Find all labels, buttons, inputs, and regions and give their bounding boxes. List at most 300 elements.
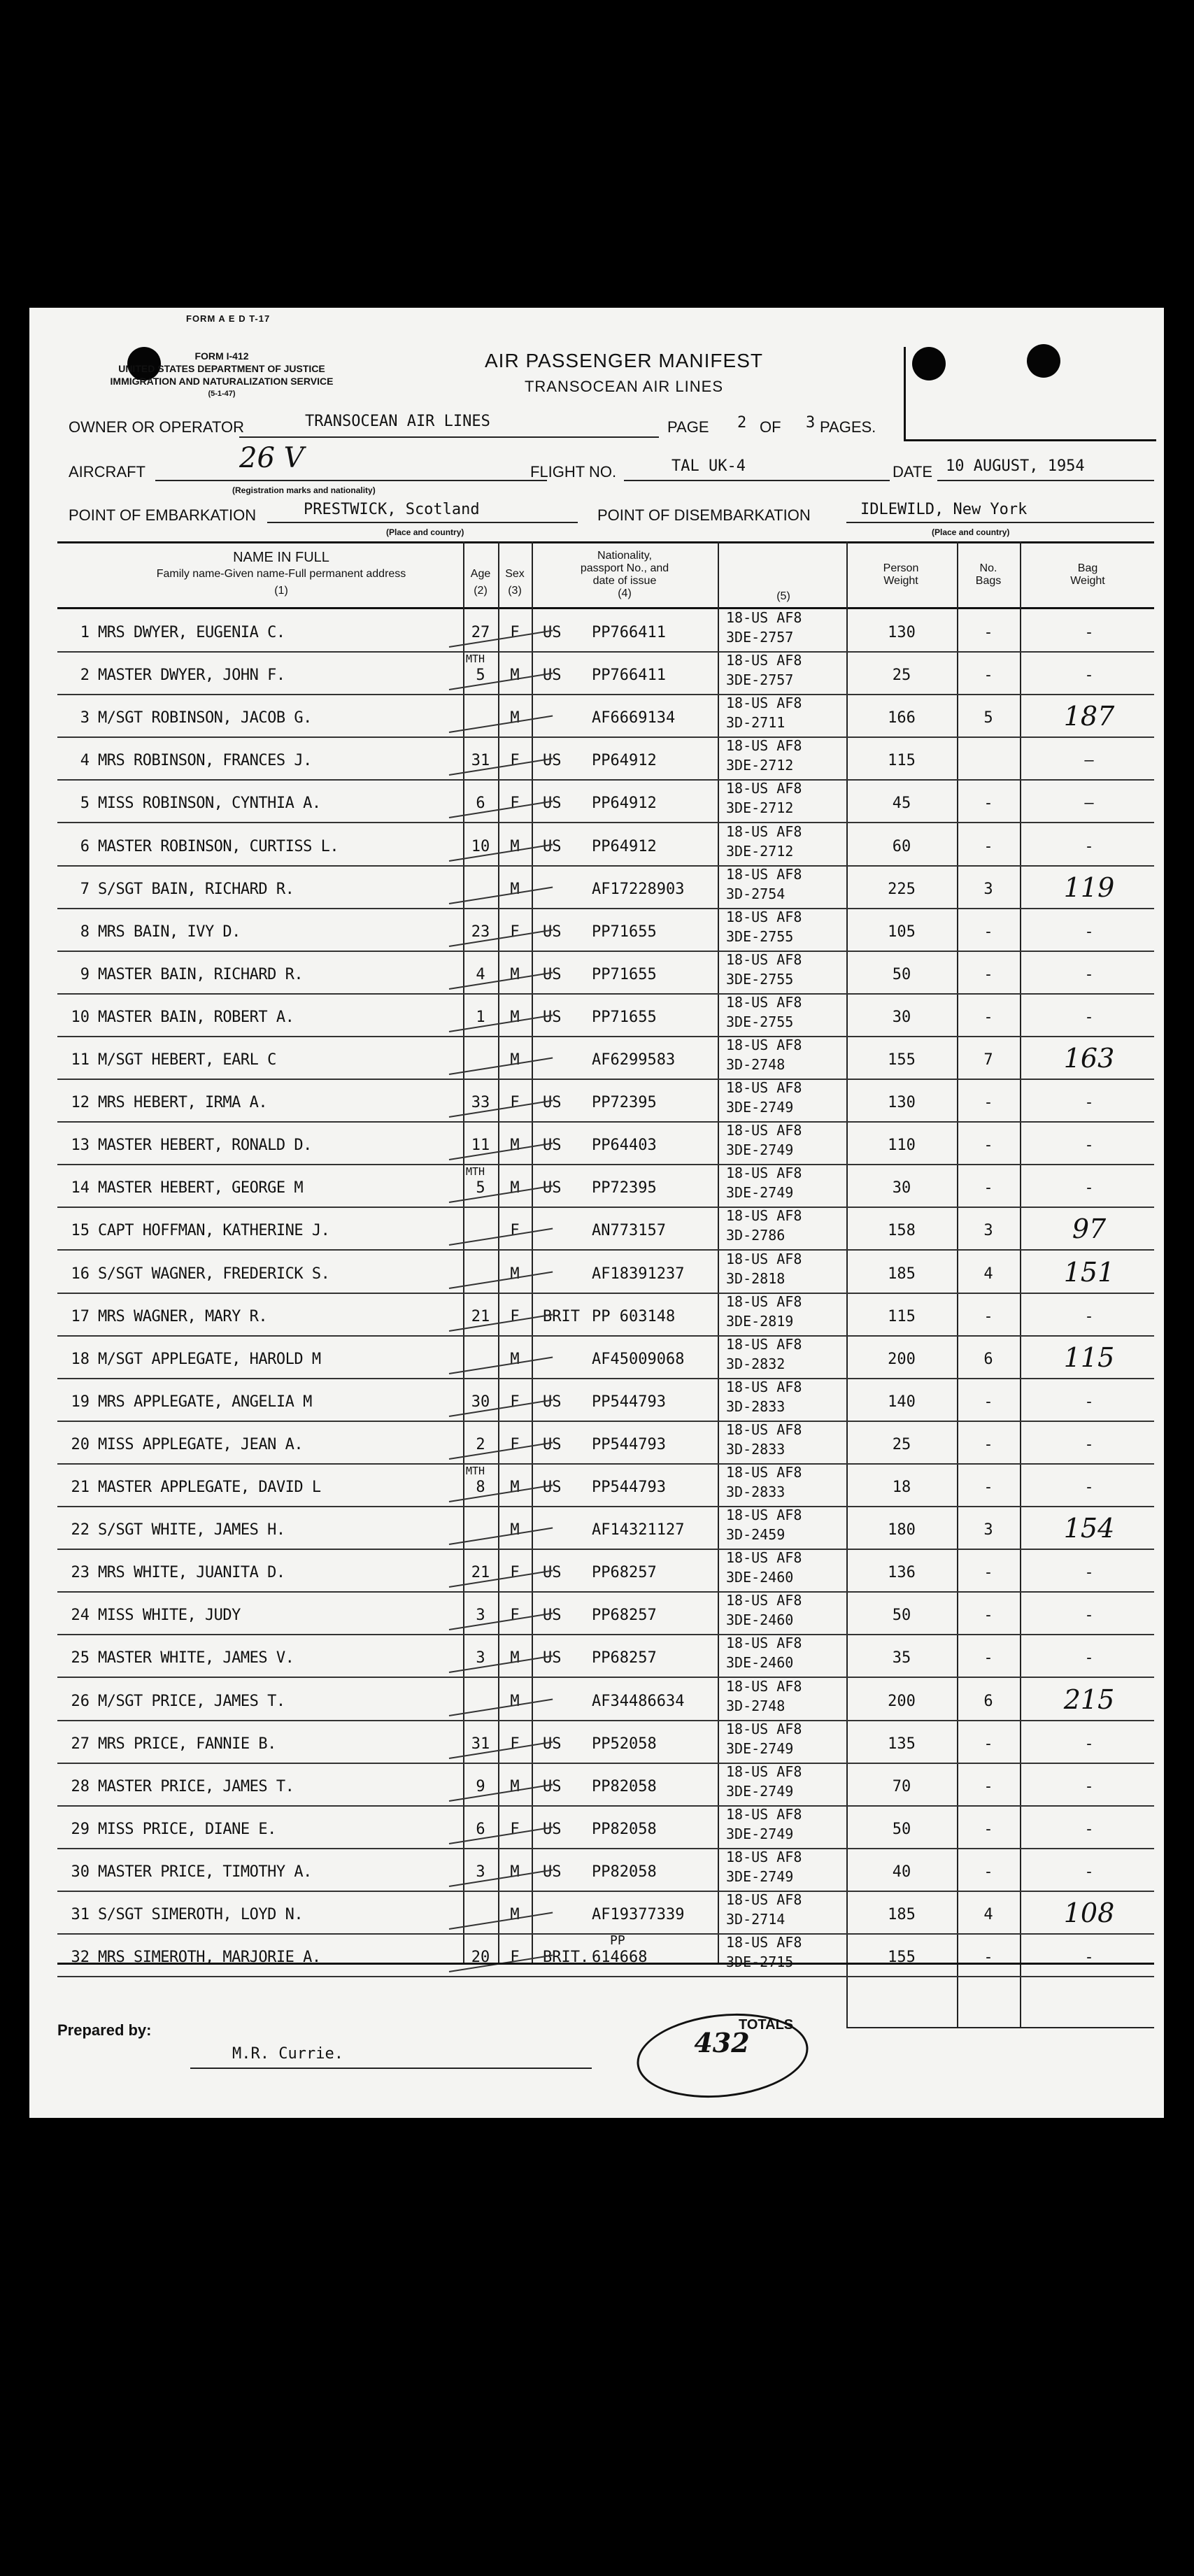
person-weight: 115 bbox=[888, 752, 916, 770]
table-row bbox=[57, 1335, 1154, 1379]
passenger-name: MRS BAIN, IVY D. bbox=[98, 923, 241, 941]
person-weight: 25 bbox=[892, 1435, 911, 1453]
passenger-name: MRS DWYER, EUGENIA C. bbox=[98, 624, 285, 641]
of-label: OF bbox=[760, 418, 781, 436]
passenger-sex: M bbox=[510, 1521, 520, 1539]
passenger-sex: F bbox=[510, 923, 520, 941]
passport-number: PP72395 bbox=[592, 1179, 657, 1197]
passport-number: AF6669134 bbox=[592, 709, 676, 727]
record-code-bottom: 3D-2833 bbox=[726, 1440, 786, 1458]
bag-count: 7 bbox=[983, 1051, 993, 1069]
bag-weight: - bbox=[1084, 1179, 1094, 1197]
bag-weight: — bbox=[1084, 795, 1094, 813]
passenger-sex: F bbox=[510, 795, 520, 813]
passenger-name: MRS HEBERT, IRMA A. bbox=[98, 1094, 268, 1112]
passenger-sex: M bbox=[510, 1906, 520, 1923]
passport-number: PP64912 bbox=[592, 837, 657, 855]
passenger-name: MISS PRICE, DIANE E. bbox=[98, 1820, 276, 1838]
passport-number: PP544793 bbox=[592, 1435, 666, 1453]
row-number: 11 bbox=[71, 1051, 90, 1069]
row-number: 25 bbox=[71, 1649, 90, 1667]
record-code-bottom: 3DE-2749 bbox=[726, 1782, 794, 1800]
record-code-bottom: 3DE-2755 bbox=[726, 927, 794, 945]
flight-underline bbox=[624, 480, 890, 481]
passenger-sex: F bbox=[510, 1735, 520, 1753]
bag-weight: - bbox=[1084, 1479, 1094, 1496]
bag-weight: 119 bbox=[1063, 871, 1115, 903]
col-sex: Sex bbox=[505, 568, 525, 580]
passenger-name: MRS ROBINSON, FRANCES J. bbox=[98, 752, 312, 770]
bag-weight: 108 bbox=[1063, 1898, 1115, 1928]
table-row bbox=[57, 993, 1154, 1037]
person-weight: 185 bbox=[888, 1265, 916, 1283]
person-weight: 60 bbox=[892, 837, 911, 855]
col-person-weight: Weight bbox=[883, 575, 918, 587]
passenger-nationality: US bbox=[543, 1863, 562, 1881]
person-weight: 130 bbox=[888, 1094, 916, 1112]
passenger-name: M/SGT APPLEGATE, HAROLD M bbox=[98, 1350, 321, 1368]
passenger-name: MASTER DWYER, JOHN F. bbox=[98, 667, 285, 685]
passenger-age: 3 bbox=[476, 1649, 485, 1667]
person-weight: 225 bbox=[888, 880, 916, 898]
bag-count: 4 bbox=[983, 1265, 993, 1283]
col-passport: passport No., and bbox=[580, 562, 669, 574]
row-number: 2 bbox=[80, 667, 90, 685]
row-number: 32 bbox=[71, 1949, 90, 1967]
passport-number: PP544793 bbox=[592, 1479, 666, 1496]
row-number: 16 bbox=[71, 1265, 90, 1283]
age-unit-note: MTH bbox=[466, 1465, 485, 1477]
passenger-sex: M bbox=[510, 667, 520, 685]
bag-weight: - bbox=[1084, 1564, 1094, 1582]
record-code-bottom: 3DE-2749 bbox=[726, 1184, 794, 1202]
bag-weight: 115 bbox=[1063, 1342, 1115, 1373]
record-code-bottom: 3D-2833 bbox=[726, 1483, 786, 1500]
passport-number: PP766411 bbox=[592, 667, 666, 685]
table-row bbox=[57, 1378, 1154, 1422]
table-row bbox=[57, 865, 1154, 909]
row-number: 20 bbox=[71, 1435, 90, 1453]
disembarkation-underline bbox=[846, 522, 1154, 523]
passport-number: PP52058 bbox=[592, 1735, 657, 1753]
record-code-top: 18-US AF8 bbox=[726, 1464, 802, 1481]
table-row bbox=[57, 908, 1154, 952]
passenger-sex: M bbox=[510, 880, 520, 898]
passenger-sex: M bbox=[510, 1479, 520, 1496]
passenger-nationality: US bbox=[543, 923, 562, 941]
bag-count: 5 bbox=[983, 709, 993, 727]
flight-label: FLIGHT NO. bbox=[530, 463, 617, 481]
row-number: 17 bbox=[71, 1307, 90, 1325]
bag-weight: - bbox=[1084, 1393, 1094, 1411]
disembarkation-value: IDLEWILD, New York bbox=[860, 501, 1028, 518]
col-date-issue: date of issue bbox=[592, 575, 657, 587]
person-weight: 158 bbox=[888, 1222, 916, 1240]
table-row bbox=[57, 1720, 1154, 1764]
passenger-nationality: US bbox=[543, 1607, 562, 1625]
bag-weight: 215 bbox=[1063, 1684, 1115, 1715]
col-age: Age bbox=[470, 568, 491, 580]
passenger-name: MRS PRICE, FANNIE B. bbox=[98, 1735, 276, 1753]
bag-weight: 154 bbox=[1063, 1513, 1115, 1544]
bag-count: - bbox=[983, 1094, 993, 1112]
passenger-name: MISS WHITE, JUDY bbox=[98, 1607, 241, 1625]
passenger-age: 9 bbox=[476, 1777, 485, 1795]
agency-line: FORM I-412 bbox=[194, 350, 249, 362]
table-row bbox=[57, 1805, 1154, 1849]
passport-number: PP64912 bbox=[592, 795, 657, 813]
table-row bbox=[57, 1250, 1154, 1294]
bag-count: - bbox=[983, 965, 993, 983]
aircraft-value: 26 V bbox=[239, 442, 304, 474]
passenger-age: 3 bbox=[476, 1863, 485, 1881]
passenger-name: MASTER BAIN, ROBERT A. bbox=[98, 1008, 294, 1026]
passport-number: AF34486634 bbox=[592, 1692, 685, 1710]
person-weight: 140 bbox=[888, 1393, 916, 1411]
table-row bbox=[57, 1634, 1154, 1678]
bag-count: - bbox=[983, 1863, 993, 1881]
form-subtitle: TRANSOCEAN AIR LINES bbox=[524, 378, 724, 395]
record-code-bottom: 3D-2748 bbox=[726, 1697, 786, 1714]
bag-weight: - bbox=[1084, 1649, 1094, 1667]
stamp-box bbox=[904, 347, 1156, 441]
person-weight: 166 bbox=[888, 709, 916, 727]
table-row bbox=[57, 609, 1154, 653]
bag-count: - bbox=[983, 1393, 993, 1411]
table-row bbox=[57, 779, 1154, 823]
form-title: AIR PASSENGER MANIFEST bbox=[485, 350, 763, 371]
passport-number: PP72395 bbox=[592, 1094, 657, 1112]
row-number: 29 bbox=[71, 1820, 90, 1838]
bag-count: - bbox=[983, 923, 993, 941]
table-row bbox=[57, 694, 1154, 738]
passenger-name: MRS WHITE, JUANITA D. bbox=[98, 1564, 285, 1582]
passenger-sex: F bbox=[510, 624, 520, 641]
bag-weight: - bbox=[1084, 1008, 1094, 1026]
passenger-name: MRS WAGNER, MARY R. bbox=[98, 1307, 268, 1325]
table-row bbox=[57, 1763, 1154, 1807]
col-bag-weight: Weight bbox=[1070, 575, 1105, 587]
passenger-nationality: US bbox=[543, 1393, 562, 1411]
bag-count: - bbox=[983, 1008, 993, 1026]
row-number: 30 bbox=[71, 1863, 90, 1881]
table-row bbox=[57, 1549, 1154, 1593]
table-row bbox=[57, 1164, 1154, 1208]
record-code-top: 18-US AF8 bbox=[726, 1037, 802, 1053]
bag-weight: 163 bbox=[1063, 1043, 1115, 1074]
bag-count: - bbox=[983, 1607, 993, 1625]
person-weight: 35 bbox=[892, 1649, 911, 1667]
passenger-nationality: US bbox=[543, 752, 562, 770]
record-code-top: 18-US AF8 bbox=[726, 823, 802, 840]
bag-weight: — bbox=[1084, 752, 1094, 770]
passenger-sex: F bbox=[510, 1820, 520, 1838]
aircraft-underline bbox=[155, 480, 547, 481]
person-weight: 45 bbox=[892, 795, 911, 813]
person-weight: 30 bbox=[892, 1008, 911, 1026]
record-code-bottom: 3DE-2755 bbox=[726, 1013, 794, 1030]
passenger-sex: F bbox=[510, 1307, 520, 1325]
passenger-name: MASTER PRICE, JAMES T. bbox=[98, 1777, 294, 1795]
bag-weight: - bbox=[1084, 1435, 1094, 1453]
bag-weight: - bbox=[1084, 667, 1094, 685]
passenger-sex: M bbox=[510, 1649, 520, 1667]
passenger-name: S/SGT WAGNER, FREDERICK S. bbox=[98, 1265, 330, 1283]
person-weight: 18 bbox=[892, 1479, 911, 1496]
passenger-name: CAPT HOFFMAN, KATHERINE J. bbox=[98, 1222, 330, 1240]
passenger-age: 27 bbox=[471, 624, 490, 641]
passenger-nationality: US bbox=[543, 1820, 562, 1838]
passenger-name: S/SGT SIMEROTH, LOYD N. bbox=[98, 1906, 304, 1923]
bag-count: 3 bbox=[983, 880, 993, 898]
passenger-sex: F bbox=[510, 1564, 520, 1582]
passenger-age: 33 bbox=[471, 1094, 490, 1112]
passenger-age: 6 bbox=[476, 795, 485, 813]
col-bags: Bags bbox=[975, 575, 1002, 587]
passport-number: PP82058 bbox=[592, 1863, 657, 1881]
passenger-name: MISS APPLEGATE, JEAN A. bbox=[98, 1435, 304, 1453]
bag-weight: - bbox=[1084, 1094, 1094, 1112]
row-number: 1 bbox=[80, 624, 90, 641]
table-row bbox=[57, 1421, 1154, 1465]
record-code-top: 18-US AF8 bbox=[726, 1293, 802, 1310]
record-code-top: 18-US AF8 bbox=[726, 1763, 802, 1780]
row-number: 28 bbox=[71, 1777, 90, 1795]
passenger-age: 1 bbox=[476, 1008, 485, 1026]
passenger-sex: F bbox=[510, 1222, 520, 1240]
col-name-num: (1) bbox=[274, 585, 288, 597]
page-label: PAGE bbox=[667, 418, 709, 436]
col-nat-num: (4) bbox=[618, 588, 632, 599]
person-weight: 40 bbox=[892, 1863, 911, 1881]
record-code-bottom: 3DE-2755 bbox=[726, 970, 794, 988]
record-code-bottom: 3D-2832 bbox=[726, 1355, 786, 1372]
passenger-age: 21 bbox=[471, 1307, 490, 1325]
passenger-sex: M bbox=[510, 1008, 520, 1026]
passenger-name: MRS SIMEROTH, MARJORIE A. bbox=[98, 1949, 321, 1967]
table-row bbox=[57, 651, 1154, 695]
record-code-bottom: 3DE-2749 bbox=[726, 1825, 794, 1842]
embarkation-caption: (Place and country) bbox=[386, 527, 464, 537]
person-weight: 185 bbox=[888, 1906, 916, 1923]
passenger-age: 21 bbox=[471, 1564, 490, 1582]
record-code-top: 18-US AF8 bbox=[726, 1207, 802, 1225]
row-number: 10 bbox=[71, 1008, 90, 1026]
passenger-sex: M bbox=[510, 1265, 520, 1283]
record-code-top: 18-US AF8 bbox=[726, 1805, 802, 1823]
agency-block bbox=[64, 350, 379, 400]
passenger-age: 30 bbox=[471, 1393, 490, 1411]
table-top-rule bbox=[57, 541, 1154, 543]
person-weight: 30 bbox=[892, 1179, 911, 1197]
owner-underline bbox=[239, 436, 659, 438]
person-weight: 110 bbox=[888, 1137, 916, 1155]
bag-count: - bbox=[983, 1307, 993, 1325]
passenger-nationality: US bbox=[543, 1435, 562, 1453]
record-code-bottom: 3D-2459 bbox=[726, 1526, 786, 1544]
record-code-top: 18-US AF8 bbox=[726, 1165, 802, 1182]
passenger-sex: M bbox=[510, 709, 520, 727]
passenger-nationality: US bbox=[543, 1564, 562, 1582]
row-number: 7 bbox=[80, 880, 90, 898]
row-number: 12 bbox=[71, 1094, 90, 1112]
row-number: 24 bbox=[71, 1607, 90, 1625]
passenger-name: MRS APPLEGATE, ANGELIA M bbox=[98, 1393, 312, 1411]
col-sex-num: (3) bbox=[508, 585, 522, 597]
row-number: 21 bbox=[71, 1479, 90, 1496]
record-code-bottom: 3D-2833 bbox=[726, 1397, 786, 1415]
passenger-age: 23 bbox=[471, 923, 490, 941]
record-code-bottom: 3DE-2712 bbox=[726, 757, 794, 774]
passenger-name: MASTER APPLEGATE, DAVID L bbox=[98, 1479, 321, 1496]
row-number: 18 bbox=[71, 1350, 90, 1368]
bag-weight: - bbox=[1084, 1820, 1094, 1838]
table-row bbox=[57, 951, 1154, 995]
row-number: 23 bbox=[71, 1564, 90, 1582]
table-row bbox=[57, 1891, 1154, 1935]
record-code-top: 18-US AF8 bbox=[726, 695, 802, 712]
passenger-age: 20 bbox=[471, 1949, 490, 1967]
col-no: No. bbox=[979, 562, 997, 574]
bag-weight: - bbox=[1084, 1607, 1094, 1625]
col-bag: Bag bbox=[1077, 562, 1098, 574]
page-value: 2 bbox=[737, 414, 747, 432]
passenger-name: MASTER ROBINSON, CURTISS L. bbox=[98, 837, 339, 855]
bag-count: - bbox=[983, 795, 993, 813]
row-number: 26 bbox=[71, 1692, 90, 1710]
record-code-top: 18-US AF8 bbox=[726, 908, 802, 925]
bag-count: - bbox=[983, 1137, 993, 1155]
passenger-name: MASTER WHITE, JAMES V. bbox=[98, 1649, 294, 1667]
passenger-name: MASTER HEBERT, RONALD D. bbox=[98, 1137, 312, 1155]
embarkation-label: POINT OF EMBARKATION bbox=[69, 506, 257, 524]
passenger-nationality: US bbox=[543, 1479, 562, 1496]
passport-number: PP82058 bbox=[592, 1777, 657, 1795]
person-weight: 105 bbox=[888, 923, 916, 941]
passport-number: AF18391237 bbox=[592, 1265, 685, 1283]
table-row bbox=[57, 823, 1154, 867]
record-code-bottom: 3DE-2460 bbox=[726, 1611, 794, 1629]
passenger-sex: M bbox=[510, 1051, 520, 1069]
passport-number: AF14321127 bbox=[592, 1521, 685, 1539]
record-code-bottom: 3DE-2819 bbox=[726, 1312, 794, 1330]
passenger-nationality: US bbox=[543, 1137, 562, 1155]
table-row bbox=[57, 736, 1154, 781]
passenger-name: M/SGT PRICE, JAMES T. bbox=[98, 1692, 285, 1710]
passenger-nationality: US bbox=[543, 1008, 562, 1026]
passenger-sex: M bbox=[510, 965, 520, 983]
totals-underline bbox=[846, 2027, 1154, 2028]
passport-number: PP71655 bbox=[592, 1008, 657, 1026]
owner-label: OWNER OR OPERATOR bbox=[69, 418, 244, 436]
table-row bbox=[57, 1463, 1154, 1507]
person-weight: 70 bbox=[892, 1777, 911, 1795]
person-weight: 130 bbox=[888, 624, 916, 641]
row-number: 27 bbox=[71, 1735, 90, 1753]
passenger-nationality: US bbox=[543, 1179, 562, 1197]
record-code-top: 18-US AF8 bbox=[726, 1592, 802, 1609]
table-row bbox=[57, 1293, 1154, 1337]
bag-weight: - bbox=[1084, 837, 1094, 855]
record-code-bottom: 3DE-2757 bbox=[726, 671, 794, 689]
passport-number: PP544793 bbox=[592, 1393, 666, 1411]
passenger-nationality: US bbox=[543, 965, 562, 983]
date-underline bbox=[937, 480, 1154, 481]
passport-number: 614668 bbox=[592, 1949, 648, 1967]
passenger-age: 10 bbox=[471, 837, 490, 855]
passenger-age: 4 bbox=[476, 965, 485, 983]
passenger-name: MASTER PRICE, TIMOTHY A. bbox=[98, 1863, 312, 1881]
table-row bbox=[57, 1506, 1154, 1550]
manifest-sheet bbox=[29, 308, 1164, 2118]
row-number: 3 bbox=[80, 709, 90, 727]
record-code-top: 18-US AF8 bbox=[726, 1934, 802, 1951]
col-name-title: NAME IN FULL bbox=[233, 550, 329, 565]
record-code-top: 18-US AF8 bbox=[726, 865, 802, 883]
bag-weight: 187 bbox=[1063, 701, 1115, 732]
table-row bbox=[57, 1121, 1154, 1165]
record-code-bottom: 3D-2711 bbox=[726, 714, 786, 732]
row-number: 31 bbox=[71, 1906, 90, 1923]
record-code-top: 18-US AF8 bbox=[726, 1720, 802, 1737]
passenger-sex: M bbox=[510, 1179, 520, 1197]
record-code-top: 18-US AF8 bbox=[726, 1079, 802, 1097]
table-row bbox=[57, 1036, 1154, 1080]
record-code-bottom: 3DE-2749 bbox=[726, 1739, 794, 1757]
passenger-sex: M bbox=[510, 1863, 520, 1881]
totals-value: 432 bbox=[694, 2027, 750, 2058]
embarkation-underline bbox=[267, 522, 578, 523]
table-row bbox=[57, 1207, 1154, 1251]
passport-number: PP82058 bbox=[592, 1820, 657, 1838]
agency-date: (5-1-47) bbox=[208, 390, 236, 398]
bag-count: - bbox=[983, 1564, 993, 1582]
passport-number: PP766411 bbox=[592, 624, 666, 641]
form-number: FORM A E D T-17 bbox=[186, 313, 271, 324]
passport-number: AF45009068 bbox=[592, 1350, 685, 1368]
record-code-top: 18-US AF8 bbox=[726, 609, 802, 626]
passenger-name: M/SGT ROBINSON, JACOB G. bbox=[98, 709, 312, 727]
record-code-bottom: 3D-2818 bbox=[726, 1269, 786, 1287]
passenger-age: 5 bbox=[476, 667, 485, 685]
passenger-nationality: US bbox=[543, 1777, 562, 1795]
passenger-age: 2 bbox=[476, 1435, 485, 1453]
passenger-sex: F bbox=[510, 752, 520, 770]
passenger-sex: F bbox=[510, 1949, 520, 1967]
table-row bbox=[57, 1848, 1154, 1892]
row-number: 13 bbox=[71, 1137, 90, 1155]
passport-number: PP71655 bbox=[592, 965, 657, 983]
passenger-nationality: US bbox=[543, 1735, 562, 1753]
passenger-sex: F bbox=[510, 1094, 520, 1112]
passenger-nationality: BRIT. bbox=[543, 1949, 590, 1967]
col-age-num: (2) bbox=[474, 585, 488, 597]
record-code-bottom: 3D-2714 bbox=[726, 1911, 786, 1928]
record-code-top: 18-US AF8 bbox=[726, 1250, 802, 1267]
age-unit-note: MTH bbox=[466, 1165, 485, 1179]
bag-count: - bbox=[983, 1435, 993, 1453]
col-nationality: Nationality, bbox=[597, 550, 652, 562]
record-code-top: 18-US AF8 bbox=[726, 1378, 802, 1395]
disembarkation-caption: (Place and country) bbox=[932, 527, 1010, 537]
record-code-top: 18-US AF8 bbox=[726, 652, 802, 669]
passenger-nationality: US bbox=[543, 1649, 562, 1667]
person-weight: 200 bbox=[888, 1350, 916, 1368]
bag-weight: - bbox=[1084, 624, 1094, 641]
record-code-bottom: 3DE-2712 bbox=[726, 842, 794, 860]
bag-weight: - bbox=[1084, 1949, 1094, 1967]
bag-count: 4 bbox=[983, 1906, 993, 1923]
